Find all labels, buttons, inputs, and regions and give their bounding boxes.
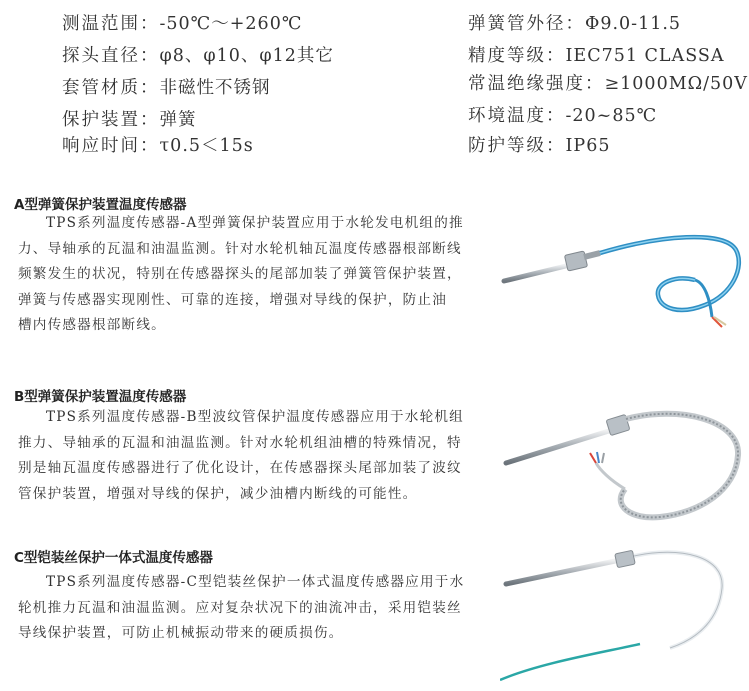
section-b-line: 推力、导轴承的瓦温和油温监测。针对水轮机组油槽的特殊情况，特 xyxy=(18,434,462,451)
sensor-b-image xyxy=(500,405,745,530)
spec-protection: 保护装置：弹簧 xyxy=(62,110,197,130)
fitting-nut xyxy=(615,550,636,567)
lead-wire-blue xyxy=(597,452,599,463)
section-b-line: 别是轴瓦温度传感器进行了优化设计，在传感器探头尾部加装了波纹 xyxy=(18,460,462,476)
fitting-neck xyxy=(584,253,600,257)
section-a-line: 频繁发生的状况，特别在传感器探头的尾部加装了弹簧管保护装置， xyxy=(18,266,462,282)
spec-insulation: 常温绝缘强度：≥1000MΩ/50V xyxy=(468,74,748,94)
section-a-title: A型弹簧保护装置温度传感器 xyxy=(14,197,187,213)
teal-lead xyxy=(500,644,640,680)
spec-ip-rating: 防护等级：IP65 xyxy=(468,136,611,156)
section-b-line: 管保护装置，增强对导线的保护，减少油槽内断线的可能性。 xyxy=(18,485,418,502)
section-a-line: 弹簧与传感器实现刚性、可靠的连接，增强对导线的保护，防止油 xyxy=(18,291,448,308)
probe-rod xyxy=(506,560,620,584)
spec-response-time: 响应时间：τ0.5＜15s xyxy=(62,136,254,156)
spec-probe-diameter: 探头直径：φ8、φ10、φ12其它 xyxy=(62,46,334,66)
spec-accuracy: 精度等级：IEC751 CLASSA xyxy=(468,46,725,66)
metal-hose xyxy=(621,414,738,518)
armored-cable xyxy=(634,552,722,648)
spec-spring-od: 弹簧管外径：Φ9.0-11.5 xyxy=(468,14,682,34)
section-a-line: TPS系列温度传感器-A型弹簧保护装置应用于水轮发电机组的推 xyxy=(46,215,464,231)
probe-rod xyxy=(504,265,570,281)
spec-range: 测温范围：-50℃～+260℃ xyxy=(62,14,303,34)
spec-ambient-temp: 环境温度：-20~85℃ xyxy=(468,106,658,126)
section-c-line: 导线保护装置，可防止机械振动带来的硬质损伤。 xyxy=(18,625,344,641)
section-a-body xyxy=(18,211,464,339)
spec-sheath-material: 套管材质：非磁性不锈钢 xyxy=(62,78,271,98)
section-b-body xyxy=(18,405,464,507)
sensor-a-image xyxy=(500,205,745,335)
sensor-c-image xyxy=(500,548,745,688)
lead-wire-red xyxy=(590,453,596,463)
section-b-title: B型弹簧保护装置温度传感器 xyxy=(14,389,187,405)
lead-wire-grey xyxy=(602,453,604,463)
section-a-line: 槽内传感器根部断线。 xyxy=(18,317,166,333)
section-c-body xyxy=(18,570,464,647)
section-a-line: 力、导轴承的瓦温和油温监测。针对水轮机轴瓦温度传感器根部断线 xyxy=(18,240,462,257)
section-b-line: TPS系列温度传感器-B型波纹管保护温度传感器应用于水轮机组 xyxy=(46,409,464,425)
section-c-line: 轮机推力瓦温和油温监测。应对复杂状况下的油流冲击，采用铠装丝 xyxy=(18,599,462,616)
section-c-line: TPS系列温度传感器-C型铠装丝保护一体式温度传感器应用于水 xyxy=(46,574,465,590)
section-c-title: C型铠装丝保护一体式温度传感器 xyxy=(14,550,213,566)
probe-rod xyxy=(506,430,612,463)
